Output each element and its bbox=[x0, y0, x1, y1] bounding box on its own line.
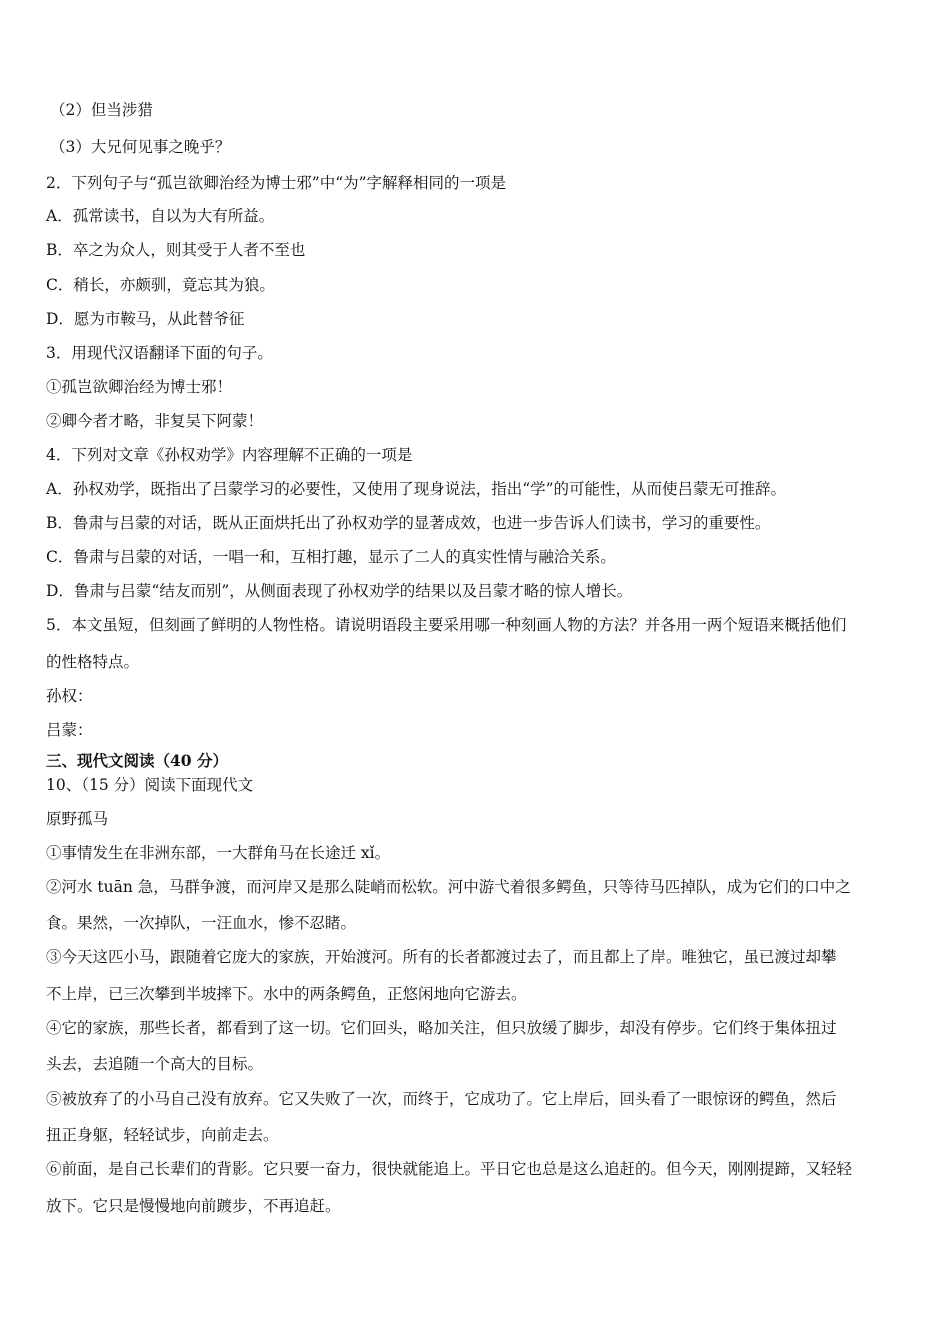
option-a: A．孤常读书，自以为大有所益。 bbox=[46, 207, 275, 225]
paragraph-line: ③今天这匹小马，跟随着它庞大的家族，开始渡河。所有的长者都渡过去了，而且都上了岸。唯独它，虽已渡过却攀 bbox=[46, 948, 837, 966]
paragraph-line: 食。果然，一次掉队，一汪血水，惨不忍睹。 bbox=[46, 914, 357, 932]
section-heading: 三、现代文阅读（40 分） bbox=[46, 751, 228, 770]
answer-label-lvmeng: 吕蒙： bbox=[46, 721, 93, 739]
option-c: C．稍长，亦颇驯，竟忘其为狼。 bbox=[46, 276, 275, 294]
article-title: 原野孤马 bbox=[46, 810, 109, 828]
option-d: D．愿为市鞍马，从此替爷征 bbox=[46, 310, 245, 328]
paragraph-line: 不上岸，已三次攀到半坡摔下。水中的两条鳄鱼，正悠闲地向它游去。 bbox=[46, 985, 527, 1003]
text-line: ①孤岂欲卿治经为博士邪！ bbox=[46, 378, 233, 396]
option-b: B．鲁肃与吕蒙的对话，既从正面烘托出了孙权劝学的显著成效，也进一步告诉人们读书，学习的重要性。 bbox=[46, 514, 771, 532]
question-4: 4．下列对文章《孙权劝学》内容理解不正确的一项是 bbox=[46, 446, 413, 464]
question-2: 2．下列句子与“孤岂欲卿治经为博士邪”中“为”字解释相同的一项是 bbox=[46, 174, 507, 192]
option-b: B．卒之为众人，则其受于人者不至也 bbox=[46, 241, 306, 259]
question-3: 3．用现代汉语翻译下面的句子。 bbox=[46, 344, 273, 362]
paragraph-line: ④它的家族，那些长者，都看到了这一切。它们回头，略加关注，但只放缓了脚步，却没有停步。它们终于集体扭过 bbox=[46, 1019, 837, 1037]
text-line: （3）大兄何见事之晚乎？ bbox=[50, 138, 231, 156]
text-line: （2）但当涉猎 bbox=[50, 101, 153, 119]
option-d: D．鲁肃与吕蒙“结友而别”，从侧面表现了孙权劝学的结果以及吕蒙才略的惊人增长。 bbox=[46, 582, 633, 600]
question-5: 5．本文虽短，但刻画了鲜明的人物性格。请说明语段主要采用哪一种刻画人物的方法？并各用一两个短语来概括他们 bbox=[46, 616, 847, 634]
text-line: ②卿今者才略，非复吴下阿蒙！ bbox=[46, 412, 264, 430]
option-a: A．孙权劝学，既指出了吕蒙学习的必要性，又使用了现身说法，指出“学”的可能性，从而使吕蒙无可推辞。 bbox=[46, 480, 787, 498]
option-c: C．鲁肃与吕蒙的对话，一唱一和，互相打趣，显示了二人的真实性情与融洽关系。 bbox=[46, 548, 616, 566]
paragraph-line: ⑤被放弃了的小马自己没有放弃。它又失败了一次，而终于，它成功了。它上岸后，回头看了一眼惊讶的鳄鱼，然后 bbox=[46, 1090, 837, 1108]
paragraph-line: ①事情发生在非洲东部，一大群角马在长途迁 xǐ。 bbox=[46, 844, 391, 862]
answer-label-sunquan: 孙权： bbox=[46, 687, 93, 705]
paragraph-line: ⑥前面，是自己长辈们的背影。它只要一奋力，很快就能追上。平日它也总是这么追赶的。但今天，刚刚提蹄，又轻轻 bbox=[46, 1160, 853, 1178]
question-10: 10、（15 分）阅读下面现代文 bbox=[46, 776, 254, 794]
paragraph-line: 扭正身躯，轻轻试步，向前走去。 bbox=[46, 1126, 279, 1144]
paragraph-line: 放下。它只是慢慢地向前踱步，不再追赶。 bbox=[46, 1197, 341, 1215]
text-line: 的性格特点。 bbox=[46, 653, 140, 671]
paragraph-line: ②河水 tuān 急，马群争渡，而河岸又是那么陡峭而松软。河中游弋着很多鳄鱼，只等待马匹掉队，成为它们的口中之 bbox=[46, 878, 851, 896]
paragraph-line: 头去，去追随一个高大的目标。 bbox=[46, 1055, 264, 1073]
